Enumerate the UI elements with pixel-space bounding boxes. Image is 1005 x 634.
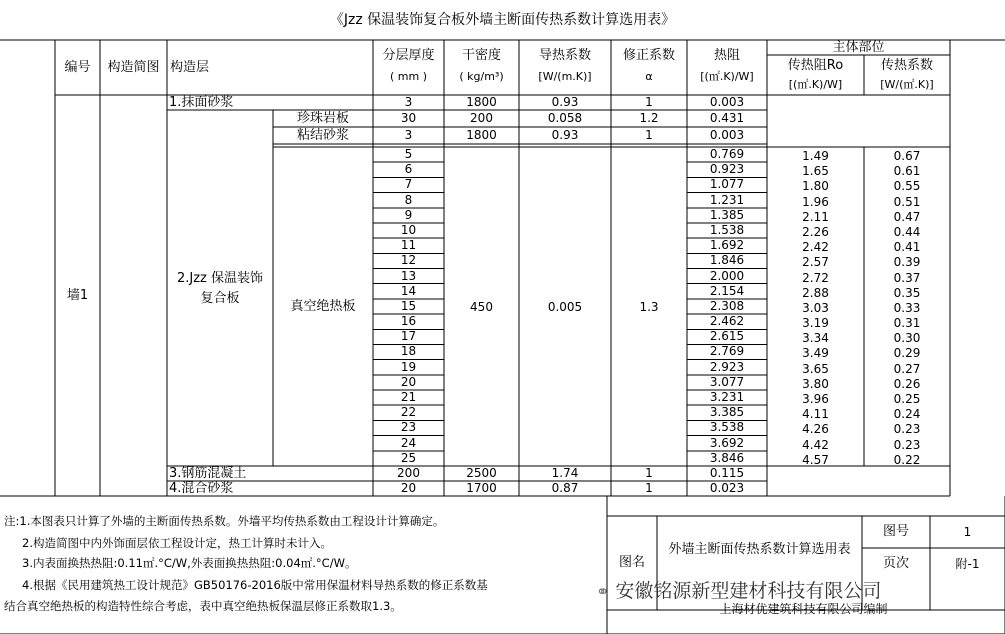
wall-label: 墙1 [66,288,89,303]
header-density: 干密度 [461,48,501,63]
vip-ro: 1.65 [802,164,829,179]
vip-resistance: 2.769 [709,344,745,359]
vip-ro: 3.80 [802,376,829,391]
note-line: 4.根据《民用建筑热工设计规范》GB50176-2016版中常用保温材料导热系数的修正系数基 [22,578,488,592]
header-conductivity-unit: [W/(m.K)] [538,70,592,83]
layer1-name: 1.抹面砂浆 [169,95,234,110]
watermark [596,576,881,603]
bond-resistance: 0.003 [709,128,745,142]
vip-ro: 1.96 [802,194,829,209]
vip-ro: 1.80 [802,179,829,194]
bond-density: 1800 [466,128,497,142]
vip-resistance: 1.538 [709,222,745,237]
vip-resistance: 2.923 [709,359,745,374]
vip-k: 0.25 [893,392,921,407]
bond-alpha: 1 [645,128,653,142]
vip-resistance: 2.615 [709,329,745,344]
bond-conductivity: 0.93 [551,128,579,142]
vip-thickness: 22 [400,405,417,420]
vip-ro: 4.26 [802,422,829,437]
vip-ro: 3.49 [802,346,829,361]
vip-thickness: 6 [404,162,413,177]
vip-thickness: 24 [400,435,417,450]
header-conductivity: 导热系数 [538,48,591,63]
pearl-conductivity: 0.058 [547,111,583,125]
layer1-density: 1800 [466,95,497,109]
vip-resistance: 1.385 [709,207,745,222]
note-line: 2.构造简图中内外饰面层依工程设计定，热工计算时未计入。 [22,536,332,550]
vip-thickness: 10 [400,222,417,237]
layer3-conductivity: 1.74 [551,466,579,480]
vip-thickness: 8 [404,192,413,207]
footer-page-label: 页次 [882,556,909,571]
vip-k: 0.27 [893,361,921,376]
vip-thickness: 21 [400,390,417,405]
vip-resistance: 2.154 [709,283,745,298]
note-line: 3.内表面换热热阻:0.11㎡.°C/W,外表面换热热阻:0.04㎡.°C/W。 [22,556,357,570]
footer-fig-label: 图号 [882,524,909,539]
footer-name-value: 外墙主断面传热系数计算选用表 [668,542,851,557]
vip-ro: 3.03 [802,300,829,315]
vip-resistance: 1.231 [709,192,745,207]
vip-ro: 2.72 [802,270,829,285]
layer1-alpha: 1 [645,95,653,109]
vip-thickness: 17 [400,329,417,344]
vip-resistance: 3.077 [709,374,745,389]
layer2-label-2: 复合板 [200,291,240,306]
footer-compiler: 上海材优建筑科技有限公司编制 [719,602,888,616]
vip-resistance: 1.692 [709,238,745,253]
wechat-icon: ⚭ [596,582,610,601]
footer-fig-value: 1 [963,525,972,539]
header-thickness-unit: ( mm ) [389,70,427,83]
note-line: 注:1.本图表只计算了外墙的主断面传热系数。外墙平均传热系数由工程设计计算确定。 [4,514,445,528]
vip-ro: 3.96 [802,392,829,407]
layer4-alpha: 1 [645,481,653,495]
layer3-thickness: 200 [397,466,420,480]
header-ro-unit: [(㎡.K)/W] [788,78,843,91]
vip-k: 0.30 [893,331,921,346]
vip-resistance: 2.462 [709,314,745,329]
vip-k: 0.24 [893,407,921,422]
vip-thickness: 14 [400,283,417,298]
header-resistance-unit: [(㎡.K)/W] [700,70,754,83]
vip-resistance: 3.231 [709,390,745,405]
header-ro: 传热阻Ro [787,58,844,73]
vip-thickness: 16 [400,314,417,329]
vip-thickness: 25 [400,450,417,465]
vip-thickness: 23 [400,420,417,435]
vip-resistance: 3.692 [709,435,745,450]
header-correction-unit: α [645,70,653,83]
vip-thickness: 20 [400,374,417,389]
header-thickness: 分层厚度 [382,48,435,63]
vip-thickness: 12 [400,253,417,268]
vip-ro: 1.49 [802,149,829,163]
layer4-conductivity: 0.87 [551,481,579,495]
vip-resistance: 2.308 [709,298,745,313]
vip-alpha: 1.3 [639,299,659,314]
vip-thickness: 13 [400,268,417,283]
layer2-label-1: 2.Jzz 保温装饰 [176,271,264,286]
vip-name: 真空绝热板 [290,298,356,314]
vip-resistance: 1.846 [709,253,745,268]
watermark-text: 安徽铭源新型建材科技有限公司 [615,580,882,602]
header-k-unit: [W/(㎡.K)] [880,78,934,91]
vip-k: 0.29 [893,346,921,361]
footer-name-label: 图名 [618,555,645,570]
vip-resistance: 3.538 [709,420,745,435]
vip-k: 0.61 [893,164,921,179]
layer4-name: 4.混合砂浆 [169,481,234,496]
vip-thickness: 5 [404,147,413,161]
vip-ro: 3.34 [802,331,829,346]
vip-ro: 2.11 [802,209,829,224]
vip-k: 0.23 [893,437,921,452]
vip-k: 0.23 [893,422,921,437]
vip-thickness: 18 [400,344,417,359]
layer3-density: 2500 [466,466,497,480]
vip-resistance: 3.385 [709,405,745,420]
vip-thickness: 7 [404,177,413,192]
vip-k: 0.26 [893,376,921,391]
layer4-resistance: 0.023 [709,481,745,495]
table-title: 《Jzz 保温装饰复合板外墙主断面传热系数计算选用表》 [329,12,676,28]
vip-ro: 4.11 [802,407,829,422]
vip-ro: 2.42 [802,240,829,255]
bond-name: 粘结砂浆 [296,128,349,143]
header-resistance: 热阻 [713,48,740,63]
vip-density: 450 [470,299,493,314]
pearl-density: 200 [470,111,493,125]
note-line: 结合真空绝热板的构造特性综合考虑，表中真空绝热板保温层修正系数取1.3。 [4,599,402,613]
vip-ro: 3.65 [802,361,829,376]
header-main: 主体部位 [832,40,885,55]
vip-resistance: 3.846 [709,450,745,465]
vip-k: 0.41 [893,240,921,255]
vip-thickness: 15 [400,298,417,313]
vip-k: 0.22 [893,452,921,467]
vip-ro: 4.57 [802,452,829,467]
vip-k: 0.33 [893,300,921,315]
vip-thickness: 19 [400,359,417,374]
vip-ro: 4.42 [802,437,829,452]
vip-resistance: 0.769 [709,147,745,161]
header-layer: 构造层 [170,60,210,75]
header-correction: 修正系数 [622,48,675,63]
pearl-resistance: 0.431 [709,111,745,125]
header-diagram: 构造简图 [107,60,160,75]
vip-k: 0.51 [893,194,921,209]
layer4-density: 1700 [466,481,497,495]
layer3-alpha: 1 [645,466,653,480]
layer3-resistance: 0.115 [709,466,745,480]
vip-k: 0.31 [893,316,921,331]
vip-ro: 3.19 [802,316,829,331]
header-no: 编号 [64,60,91,75]
pearl-thickness: 30 [400,111,417,125]
bond-thickness: 3 [404,128,413,142]
vip-k: 0.35 [893,285,921,300]
vip-ro: 2.57 [802,255,829,270]
vip-ro: 2.26 [802,224,829,239]
footer-page-value: 附-1 [955,557,980,571]
layer1-thickness: 3 [404,95,413,109]
layer1-conductivity: 0.93 [551,95,579,109]
vip-resistance: 0.923 [709,162,745,177]
vip-k: 0.47 [893,209,921,224]
vip-resistance: 1.077 [709,177,745,192]
vip-thickness: 9 [404,207,413,222]
layer4-thickness: 20 [400,481,417,495]
vip-k: 0.37 [893,270,921,285]
vip-k: 0.39 [893,255,921,270]
layer3-name: 3.钢筋混凝土 [169,466,247,481]
vip-thickness: 11 [400,238,417,253]
pearl-alpha: 1.2 [639,111,659,125]
layer1-resistance: 0.003 [709,95,745,109]
vip-resistance: 2.000 [709,268,745,283]
vip-ro: 2.88 [802,285,829,300]
header-k: 传热系数 [880,58,933,73]
vip-conductivity: 0.005 [547,299,583,314]
vip-k: 0.67 [893,149,921,163]
vip-k: 0.55 [893,179,921,194]
header-density-unit: ( kg/m³) [459,70,504,83]
pearl-name: 珍珠岩板 [296,111,349,126]
vip-k: 0.44 [893,224,921,239]
